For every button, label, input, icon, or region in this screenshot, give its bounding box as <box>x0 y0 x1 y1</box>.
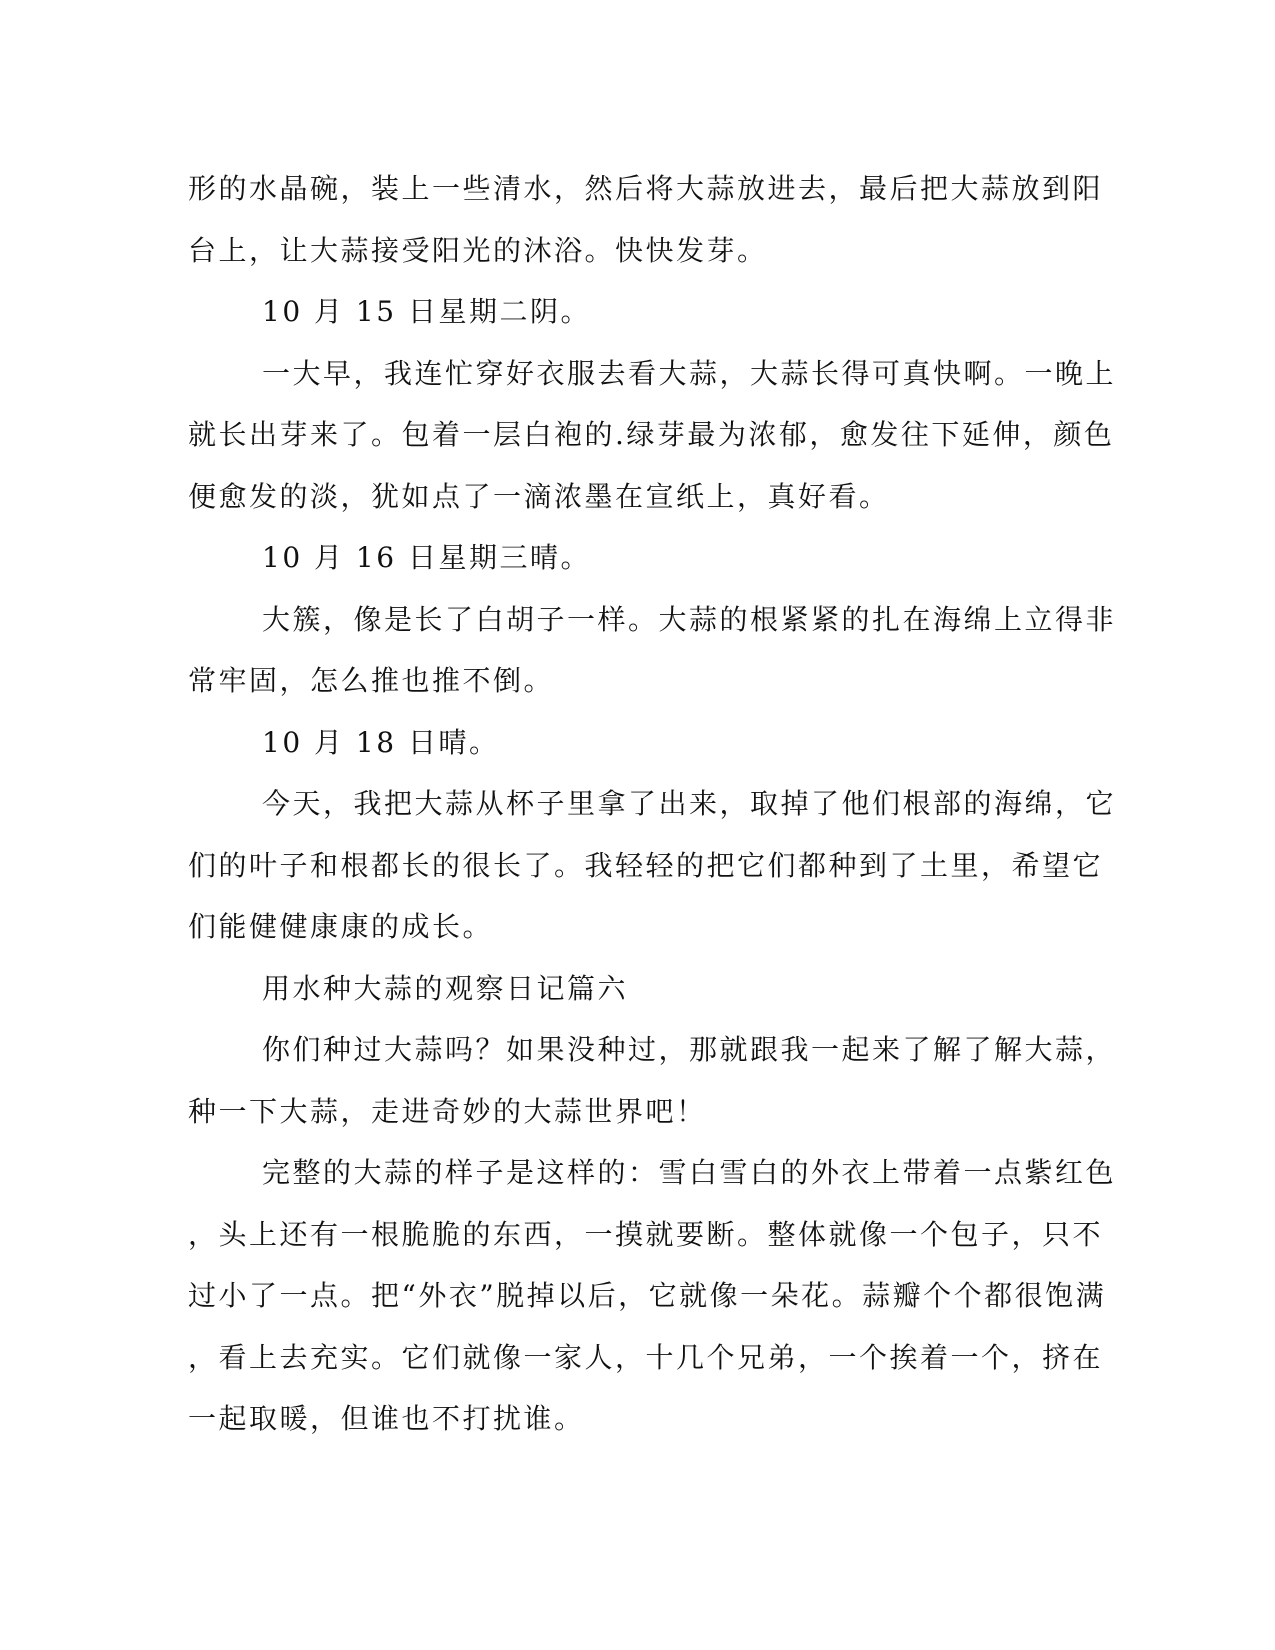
text-line: 一大早，我连忙穿好衣服去看大蒜，大蒜长得可真快啊。一晚上 <box>262 356 1117 390</box>
text-line: ，看上去充实。它们就像一家人，十几个兄弟，一个挨着一个，挤在 <box>188 1340 1104 1374</box>
text-line: 们的叶子和根都长的很长了。我轻轻的把它们都种到了土里，希望它 <box>188 848 1104 882</box>
text-line: 就长出芽来了。包着一层白袍的.绿芽最为浓郁，愈发往下延伸，颜色 <box>188 418 1115 451</box>
section-title: 用水种大蒜的观察日记篇六 <box>262 971 629 1005</box>
diary-date-heading: 10 月 18 日晴。 <box>262 725 500 759</box>
text-line: 台上，让大蒜接受阳光的沐浴。快快发芽。 <box>188 233 768 267</box>
text-line: 完整的大蒜的样子是这样的：雪白雪白的外衣上带着一点紫红色 <box>262 1156 1117 1189</box>
document-body <box>188 158 1117 1450</box>
text-line: 一起取暖，但谁也不打扰谁。 <box>188 1402 585 1435</box>
text-line: 形的水晶碗，装上一些清水，然后将大蒜放进去，最后把大蒜放到阳 <box>188 172 1104 205</box>
text-line: 过小了一点。把“外衣”脱掉以后，它就像一朵花。蒜瓣个个都很饱满 <box>188 1279 1107 1312</box>
text-line: 种一下大蒜，走进奇妙的大蒜世界吧！ <box>188 1094 707 1128</box>
text-line: 们能健健康康的成长。 <box>188 910 494 943</box>
text-line: 今天，我把大蒜从杯子里拿了出来，取掉了他们根部的海绵，它 <box>262 787 1117 820</box>
text-line: 你们种过大蒜吗？如果没种过，那就跟我一起来了解了解大蒜， <box>262 1033 1117 1066</box>
text-line: 便愈发的淡，犹如点了一滴浓墨在宣纸上，真好看。 <box>188 479 890 513</box>
text-line: ，头上还有一根脆脆的东西，一摸就要断。整体就像一个包子，只不 <box>188 1217 1104 1251</box>
text-line: 常牢固，怎么推也推不倒。 <box>188 664 555 697</box>
text-line: 大簇，像是长了白胡子一样。大蒜的根紧紧的扎在海绵上立得非 <box>262 602 1117 636</box>
diary-date-heading: 10 月 15 日星期二阴。 <box>262 295 591 328</box>
diary-date-heading: 10 月 16 日星期三晴。 <box>262 541 591 574</box>
